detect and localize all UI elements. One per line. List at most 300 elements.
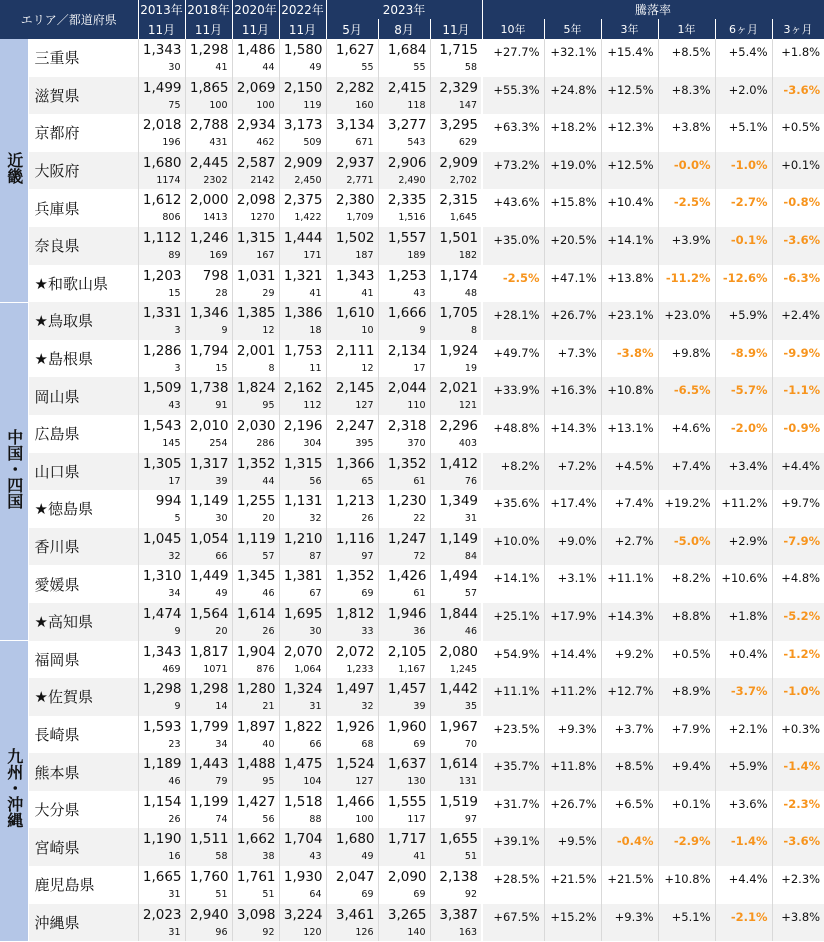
rate-cell: -2.3% [772,791,824,829]
rate-cell: -2.5% [658,189,715,227]
rate-cell: +2.7% [601,528,658,566]
table-row [0,340,824,378]
sample-count: 49 [215,588,228,600]
prefecture-name: 山口県 [28,453,138,491]
rate-cell: +9.3% [601,904,658,942]
region-name: 九州・沖縄 [4,748,24,829]
price-cell [326,791,378,829]
sample-count: 1,709 [346,212,374,224]
sample-count: 67 [309,588,322,600]
rate-cell: +23.1% [601,302,658,340]
prefecture-name: 香川県 [28,528,138,566]
rate-cell: +48.8% [482,415,544,453]
sample-count: 806 [162,212,181,224]
rate-cell: +24.8% [544,77,601,115]
sample-count: 66 [215,550,228,562]
sample-count: 88 [309,813,322,825]
price-value: 3,265 [387,906,427,923]
rate-cell: +10.4% [601,189,658,227]
rate-cell: +63.3% [482,114,544,152]
price-value: 1,230 [387,493,427,510]
rate-cell: -1.1% [772,377,824,415]
price-cell [138,866,185,904]
price-cell [430,490,482,528]
price-value: 2,070 [283,643,323,660]
sample-count: 14 [215,701,228,713]
rate-period-header: 3年 [601,19,658,39]
rate-cell: -6.3% [772,265,824,303]
sample-count: 46 [464,625,478,637]
prefecture-name: 大阪府 [28,152,138,190]
sample-count: 17 [413,362,426,374]
price-value: 2,906 [387,154,427,171]
price-value: 2,788 [189,117,229,134]
sample-count: 160 [355,99,374,111]
price-value: 1,474 [142,605,182,622]
price-value: 1,116 [335,530,375,547]
month-header: 11月 [279,19,326,39]
rate-cell: +15.2% [544,904,601,942]
area-header: エリア／都道府県 [0,0,138,39]
price-value: 3,387 [439,906,479,923]
price-value: 1,298 [189,681,229,698]
rate-cell: -0.1% [715,227,772,265]
prefecture-name: 福岡県 [28,641,138,679]
sample-count: 127 [355,400,374,412]
rate-cell: +3.4% [715,453,772,491]
sample-count: 1,422 [294,212,322,224]
rate-cell: +28.1% [482,302,544,340]
rate-cell: +9.3% [544,716,601,754]
rate-cell: +12.5% [601,152,658,190]
price-value: 2,072 [335,643,375,660]
price-cell [326,415,378,453]
price-cell [326,189,378,227]
rate-cell: -1.0% [715,152,772,190]
price-cell [430,716,482,754]
price-cell [279,189,326,227]
price-cell [185,415,232,453]
rate-cell: +9.0% [544,528,601,566]
price-value: 1,189 [142,756,182,773]
price-value: 2,296 [439,417,479,434]
price-cell [430,565,482,603]
price-cell [378,641,430,679]
price-cell [185,603,232,641]
prefecture-name: ★佐賀県 [28,678,138,716]
rate-cell: -0.9% [772,415,824,453]
price-value: 1,865 [189,79,229,96]
price-value: 1,519 [439,793,479,810]
rate-cell: +26.7% [544,302,601,340]
price-cell [279,904,326,942]
price-cell [279,828,326,866]
price-value: 798 [202,267,229,284]
sample-count: 57 [464,588,478,600]
sample-count: 55 [361,62,374,73]
sample-count: 16 [168,851,181,863]
sample-count: 12 [361,362,374,374]
price-value: 1,817 [189,643,229,660]
rate-cell: -5.2% [772,603,824,641]
price-value: 2,375 [283,192,323,209]
price-cell [430,302,482,340]
sample-count: 1,167 [398,663,426,675]
price-value: 1,926 [335,718,375,735]
sample-count: 65 [361,475,374,487]
price-cell [326,39,378,77]
price-cell [138,603,185,641]
price-value: 2,415 [387,79,427,96]
sample-count: 56 [309,475,322,487]
price-cell [378,453,430,491]
price-cell [378,565,430,603]
price-value: 2,909 [283,154,323,171]
price-cell [185,528,232,566]
price-value: 1,924 [439,342,479,359]
price-value: 1,253 [387,267,427,284]
price-cell [430,377,482,415]
rate-cell: +8.3% [658,77,715,115]
price-value: 1,315 [283,455,323,472]
rate-cell: +3.1% [544,565,601,603]
price-cell [232,828,279,866]
prefecture-name: ★島根県 [28,340,138,378]
rate-cell: +1.8% [715,603,772,641]
prefecture-name: 沖縄県 [28,904,138,942]
price-cell [326,565,378,603]
price-value: 1,524 [335,756,375,773]
year-header-2022: 2022年 [279,0,326,19]
prefecture-name: 三重県 [28,39,138,77]
table-row [0,678,824,716]
price-value: 1,684 [387,42,427,58]
rate-cell: -0.0% [658,152,715,190]
price-value: 1,704 [283,831,323,848]
rate-cell: +11.1% [601,565,658,603]
price-cell [279,114,326,152]
price-cell [185,189,232,227]
price-cell [232,528,279,566]
table-row [0,753,824,791]
price-cell [430,152,482,190]
price-value: 3,098 [236,906,276,923]
price-value: 1,717 [387,831,427,848]
price-cell [378,490,430,528]
rate-cell: +0.1% [772,152,824,190]
sample-count: 29 [262,287,275,299]
rate-cell: +9.5% [544,828,601,866]
price-cell [326,678,378,716]
price-cell [185,77,232,115]
rate-cell: -7.9% [772,528,824,566]
price-value: 1,343 [142,643,182,660]
price-cell [138,453,185,491]
price-value: 2,145 [335,380,375,397]
price-value: 1,518 [283,793,323,810]
price-value: 1,680 [142,154,182,171]
price-cell [185,641,232,679]
sample-count: 110 [407,400,426,412]
rate-cell: -5.7% [715,377,772,415]
price-value: 1,386 [283,305,323,322]
price-value: 1,502 [335,229,375,246]
rate-cell: -3.7% [715,678,772,716]
price-cell [232,716,279,754]
price-cell [279,866,326,904]
price-cell [430,603,482,641]
price-cell [326,716,378,754]
price-value: 1,427 [236,793,276,810]
sample-count: 46 [262,588,275,600]
rate-cell: +0.4% [715,641,772,679]
price-value: 1,190 [142,831,182,848]
sample-count: 9 [419,325,426,337]
sample-count: 104 [303,776,322,788]
price-value: 1,494 [439,568,479,585]
rate-cell: +7.4% [658,453,715,491]
price-cell [185,791,232,829]
sample-count: 9 [174,625,181,637]
rate-cell: +17.4% [544,490,601,528]
rate-cell: -2.5% [482,265,544,303]
sample-count: 2,450 [294,174,322,186]
sample-count: 55 [413,62,426,73]
price-cell [279,39,326,77]
price-value: 1,213 [335,493,375,510]
rate-cell: +39.1% [482,828,544,866]
price-value: 994 [155,493,182,510]
prefecture-name: 鹿児島県 [28,866,138,904]
price-cell [138,678,185,716]
price-value: 2,937 [335,154,375,171]
sample-count: 10 [361,325,374,337]
rate-cell: +67.5% [482,904,544,942]
price-cell [138,377,185,415]
table-row [0,791,824,829]
price-value: 2,134 [387,342,427,359]
table-row [0,152,824,190]
sample-count: 629 [458,137,478,149]
sample-count: 97 [464,813,478,825]
sample-count: 75 [168,99,181,111]
sample-count: 51 [464,851,478,863]
price-value: 2,000 [189,192,229,209]
price-cell [138,641,185,679]
sample-count: 74 [215,813,228,825]
price-cell [430,189,482,227]
sample-count: 30 [168,62,181,73]
table-row [0,603,824,641]
rate-cell: +9.4% [658,753,715,791]
sample-count: 43 [168,400,181,412]
price-value: 2,934 [236,117,276,134]
rate-cell: +3.8% [772,904,824,942]
table-row [0,453,824,491]
price-value: 2,023 [142,906,182,923]
price-value: 1,799 [189,718,229,735]
price-cell [185,565,232,603]
price-value: 1,844 [439,605,479,622]
price-cell [138,753,185,791]
rate-cell: +35.7% [482,753,544,791]
price-cell [326,340,378,378]
price-cell [378,904,430,942]
rate-cell: +8.2% [482,453,544,491]
price-cell [279,453,326,491]
price-value: 1,345 [236,568,276,585]
rate-cell: +8.8% [658,603,715,641]
rate-cell: +6.5% [601,791,658,829]
price-cell [185,828,232,866]
price-value: 1,324 [283,681,323,698]
price-cell [185,678,232,716]
price-cell [232,453,279,491]
sample-count: 15 [168,287,181,299]
price-cell [430,415,482,453]
price-cell [232,415,279,453]
rate-cell: +2.0% [715,77,772,115]
price-value: 2,047 [335,869,375,886]
price-cell [138,77,185,115]
price-cell [326,828,378,866]
price-value: 1,385 [236,305,276,322]
price-value: 2,282 [335,79,375,96]
price-value: 1,760 [189,869,229,886]
region-label [0,302,28,640]
prefecture-name: ★徳島県 [28,490,138,528]
price-cell [279,565,326,603]
rate-cell: -3.6% [772,227,824,265]
rate-cell: +11.2% [715,490,772,528]
sample-count: 64 [309,889,322,901]
sample-count: 8 [470,325,478,337]
price-cell [138,39,185,77]
rate-cell: -12.6% [715,265,772,303]
table-row [0,189,824,227]
rate-cell: +13.1% [601,415,658,453]
price-value: 2,010 [189,417,229,434]
sample-count: 11 [309,362,322,374]
rate-cell: +5.9% [715,302,772,340]
price-cell [185,227,232,265]
rate-cell: +7.9% [658,716,715,754]
sample-count: 5 [174,513,181,525]
price-value: 1,555 [387,793,427,810]
sample-count: 100 [355,813,374,825]
rate-cell: +17.9% [544,603,601,641]
sample-count: 87 [309,550,322,562]
sample-count: 543 [407,137,426,149]
price-cell [232,227,279,265]
sample-count: 97 [361,550,374,562]
price-value: 1,557 [387,229,427,246]
price-value: 1,154 [142,793,182,810]
sample-count: 3 [174,325,181,337]
table-row [0,528,824,566]
price-cell [279,265,326,303]
price-value: 1,317 [189,455,229,472]
rate-cell: +3.7% [601,716,658,754]
sample-count: 43 [413,287,426,299]
price-cell [378,340,430,378]
sample-count: 18 [309,325,322,337]
rate-cell: +26.7% [544,791,601,829]
price-value: 1,610 [335,305,375,322]
price-value: 2,380 [335,192,375,209]
price-value: 1,310 [142,568,182,585]
price-value: 1,488 [236,756,276,773]
sample-count: 140 [407,926,426,938]
price-cell [430,828,482,866]
prefecture-name: 広島県 [28,415,138,453]
rate-cell: -9.9% [772,340,824,378]
sample-count: 43 [309,851,322,863]
month-header: 11月 [185,19,232,39]
sample-count: 44 [262,475,275,487]
price-value: 1,199 [189,793,229,810]
price-value: 2,069 [236,79,276,96]
rate-cell: -2.9% [658,828,715,866]
price-cell [378,415,430,453]
sample-count: 41 [413,851,426,863]
rate-cell: +14.3% [544,415,601,453]
price-cell [279,377,326,415]
price-value: 1,543 [142,417,182,434]
table-row [0,828,824,866]
rate-cell: -1.2% [772,641,824,679]
prefecture-name: ★鳥取県 [28,302,138,340]
rate-cell: +8.5% [658,39,715,77]
price-cell [138,114,185,152]
price-cell [232,152,279,190]
price-cell [378,377,430,415]
price-value: 1,499 [142,79,182,96]
price-cell [232,265,279,303]
sample-count: 121 [458,400,478,412]
rate-cell: +15.4% [601,39,658,77]
price-value: 1,930 [283,869,323,886]
price-value: 1,614 [439,756,479,773]
price-value: 1,131 [283,493,323,510]
price-value: 1,812 [335,605,375,622]
price-value: 1,443 [189,756,229,773]
price-value: 1,680 [335,831,375,848]
sample-count: 1,233 [346,663,374,675]
sample-count: 38 [262,851,275,863]
price-value: 1,593 [142,718,182,735]
price-value: 1,305 [142,455,182,472]
sample-count: 33 [361,625,374,637]
rate-cell: +7.4% [601,490,658,528]
sample-count: 20 [215,625,228,637]
price-value: 1,149 [439,530,479,547]
rate-cell: +3.6% [715,791,772,829]
price-cell [232,377,279,415]
rate-cell: +4.8% [772,565,824,603]
price-cell [185,302,232,340]
sample-count: 69 [413,889,426,901]
price-value: 1,352 [335,568,375,585]
sample-count: 95 [262,776,275,788]
sample-count: 1071 [203,663,228,675]
sample-count: 31 [168,889,181,901]
price-cell [378,77,430,115]
price-cell [185,377,232,415]
rate-period-header: 10年 [482,19,544,39]
price-value: 3,224 [283,906,323,923]
prefecture-name: 愛媛県 [28,565,138,603]
